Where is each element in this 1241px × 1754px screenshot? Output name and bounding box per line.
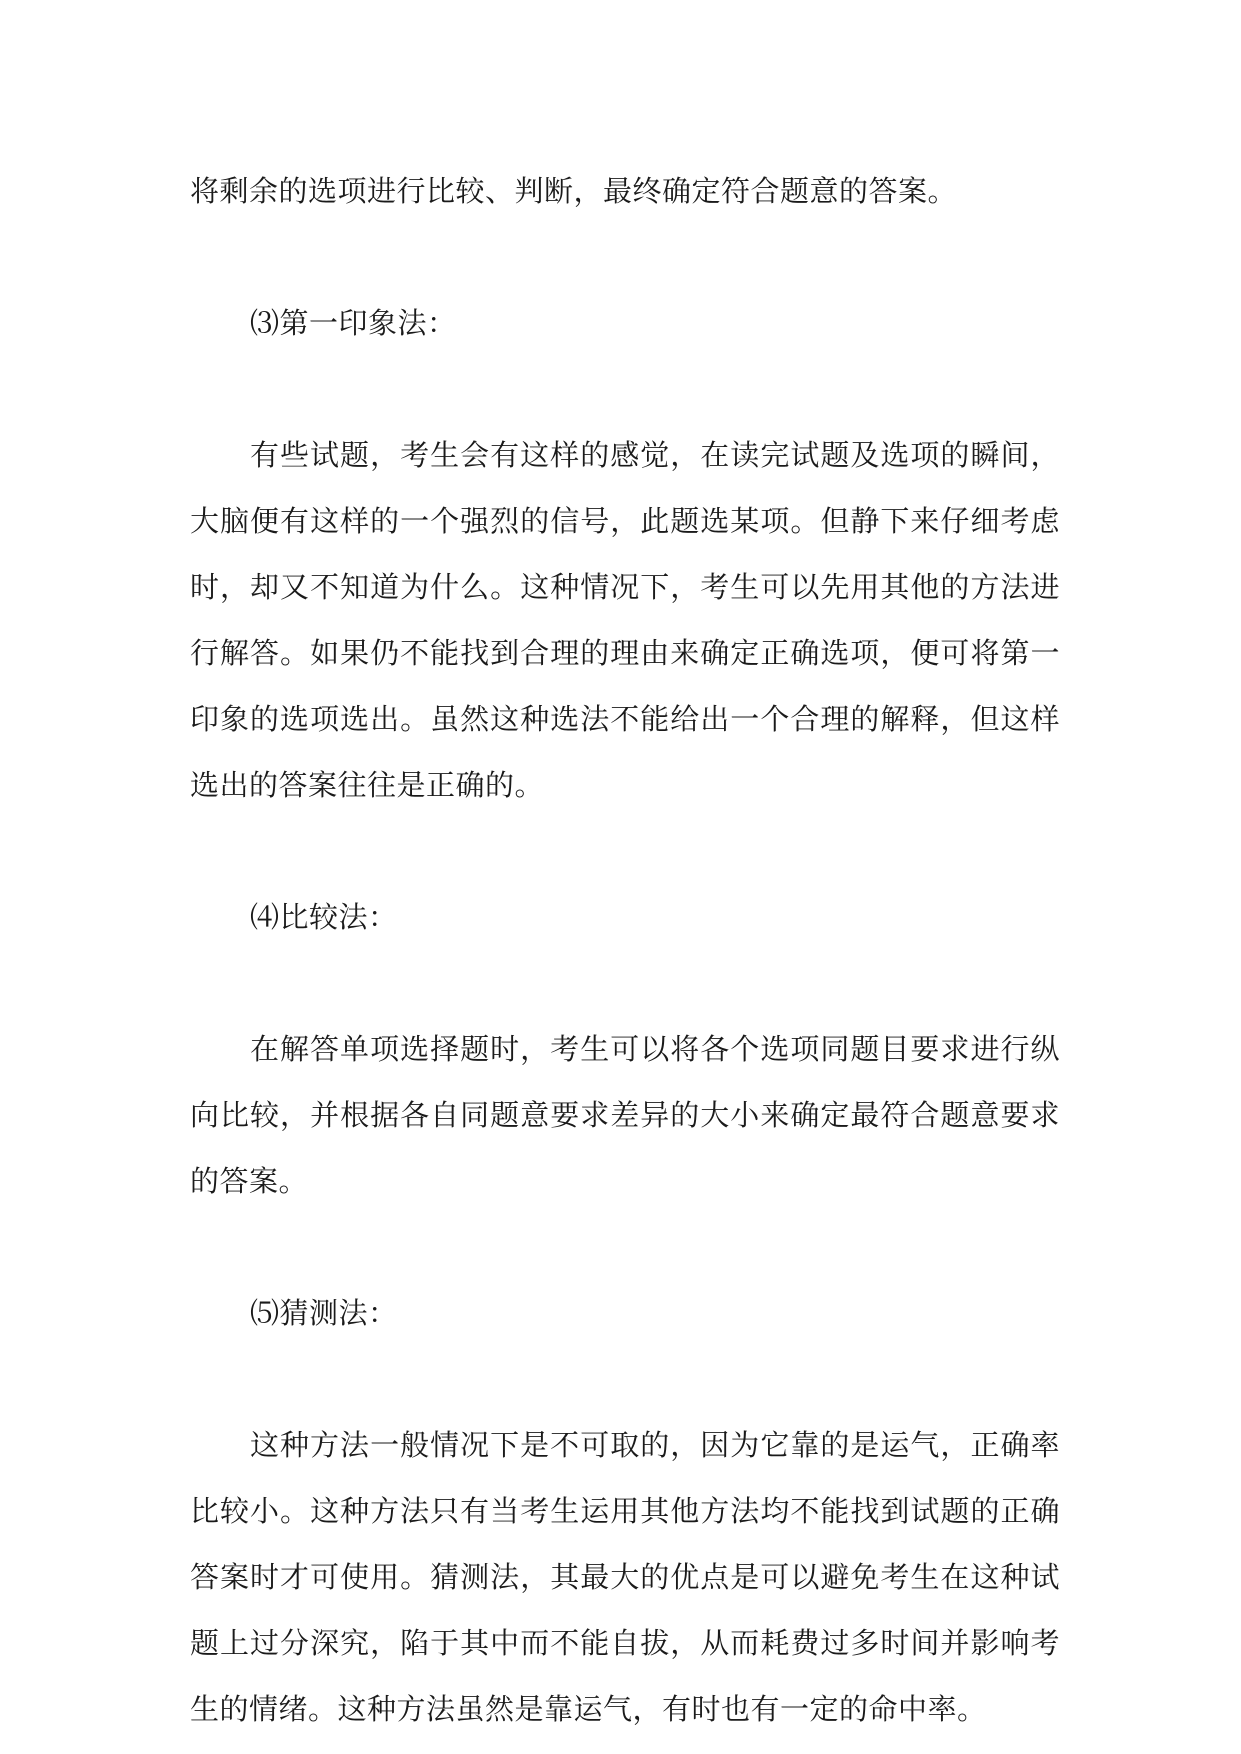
paragraph-comparison: 在解答单项选择题时，考生可以将各个选项同题目要求进行纵向比较，并根据各自同题意要求差异的大小来确定最符合题意要求的答案。 xyxy=(190,1032,1060,1198)
section-heading-guessing: ⑸猜测法： xyxy=(250,1296,398,1330)
paragraph-first-impression: 有些试题，考生会有这样的感觉，在读完试题及选项的瞬间，大脑便有这样的一个强烈的信号，此题选某项。但静下来仔细考虑时，却又不知道为什么。这种情况下，考生可以先用其他的方法进行解答。如果仍不能找到合理的理由来确定正确选项，便可将第一印象的选项选出。虽然这种选法不能给出一个合理的解释，但这样选出的答案往往是正确的。 xyxy=(190,438,1060,802)
paragraph-guessing: 这种方法一般情况下是不可取的，因为它靠的是运气，正确率比较小。这种方法只有当考生运用其他方法均不能找到试题的正确答案时才可使用。猜测法，其最大的优点是可以避免考生在这种试题上过分深究，陷于其中而不能自拔，从而耗费过多时间并影响考生的情绪。这种方法虽然是靠运气，有时也有一定的命中率。 xyxy=(190,1428,1060,1726)
section-heading-first-impression: ⑶第一印象法： xyxy=(250,306,457,340)
paragraph-continuation: 将剩余的选项进行比较、判断，最终确定符合题意的答案。 xyxy=(190,174,958,208)
section-heading-comparison: ⑷比较法： xyxy=(250,900,398,934)
document-body xyxy=(190,158,1060,1742)
